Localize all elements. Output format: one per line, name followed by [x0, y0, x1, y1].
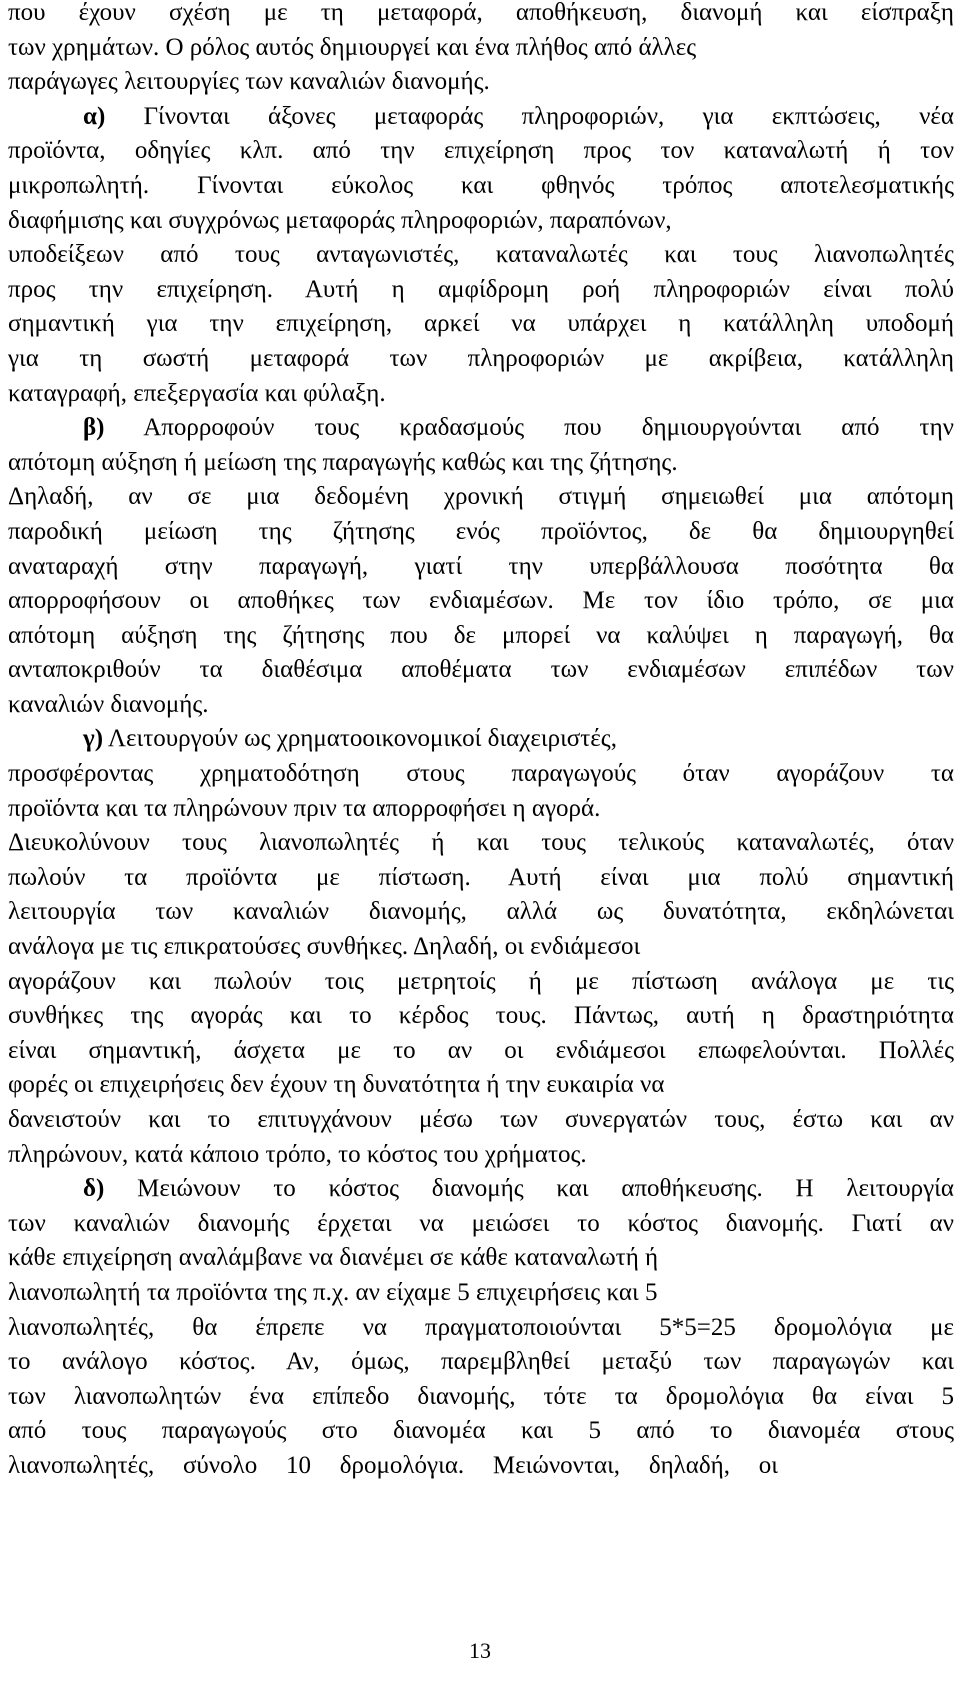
line-text: πληρώνουν, κατά κάποιο τρόπο, το κόστος του χρήματος. — [8, 1140, 587, 1168]
text-line — [8, 757, 954, 792]
text-line — [8, 100, 954, 135]
line-text: προς την επιχείρηση. Αυτή η αμφίδρομη ροή πληροφοριών είναι πολύ — [8, 275, 954, 303]
line-text: παροδική μείωση της ζήτησης ενός προϊόντος, δε θα δημιουργηθεί — [8, 517, 954, 545]
line-text: προσφέροντας χρηματοδότηση στους παραγωγούς όταν αγοράζουν τα — [8, 760, 954, 788]
line-text: λειτουργία των καναλιών διανομής, αλλά ως δυνατότητα, εκδηλώνεται — [8, 898, 954, 926]
text-line — [8, 1172, 954, 1207]
text-line — [8, 1449, 778, 1484]
text-line — [8, 307, 954, 342]
text-line — [8, 653, 954, 688]
text-line — [8, 1068, 954, 1103]
text-line — [8, 1138, 954, 1173]
list-marker: β) — [83, 414, 105, 442]
text-line — [8, 999, 954, 1034]
line-text: από τους παραγωγούς στο διανομέα και 5 από το διανομέα στους — [8, 1417, 954, 1445]
line-text: διαφήμισης και συγχρόνως μεταφοράς πληροφοριών, παραπόνων, — [8, 206, 672, 234]
line-text: προϊόντα, οδηγίες κλπ. από την επιχείρηση προς τον καταναλωτή ή τον — [8, 137, 954, 165]
line-text: καταγραφή, επεξεργασία και φύλαξη. — [8, 379, 386, 407]
list-marker: α) — [83, 102, 106, 130]
text-line — [8, 273, 954, 308]
list-marker: δ) — [83, 1175, 105, 1203]
document-body — [8, 0, 954, 1484]
text-line — [8, 1380, 954, 1415]
text-line — [8, 861, 954, 896]
line-text: των χρημάτων. Ο ρόλος αυτός δημιουργεί και ένα πλήθος από άλλες — [8, 33, 697, 61]
text-line — [8, 515, 954, 550]
line-text: φορές οι επιχειρήσεις δεν έχουν τη δυνατότητα ή την ευκαιρία να — [8, 1071, 665, 1099]
line-text: δανειστούν και το επιτυγχάνουν μέσω των συνεργατών τους, έστω και αν — [8, 1106, 954, 1133]
line-text: ανάλογα με τις επικρατούσες συνθήκες. Δηλαδή, οι ενδιάμεσοι — [8, 933, 641, 961]
line-text: Μειώνουν το κόστος διανομής και αποθήκευσης. Η λειτουργία — [104, 1175, 954, 1203]
line-text: κάθε επιχείρηση αναλάμβανε να διανέμει σε κάθε καταναλωτή ή — [8, 1244, 659, 1272]
text-line — [8, 965, 954, 1000]
line-text: απότομη αύξηση ή μείωση της παραγωγής καθώς και της ζήτησης. — [8, 448, 678, 476]
line-text: που έχουν σχέση με τη μεταφορά, αποθήκευση, διανομή και είσπραξη — [8, 0, 954, 26]
text-line — [8, 1345, 954, 1380]
text-line — [8, 65, 954, 100]
text-line — [8, 446, 954, 481]
line-text: αγοράζουν και πωλούν τοις μετρητοίς ή με πίστωση ανάλογα με τις — [8, 967, 954, 995]
text-line — [8, 1207, 954, 1242]
text-line — [8, 826, 954, 861]
text-line — [8, 1276, 954, 1311]
text-line — [8, 584, 954, 619]
line-text: το ανάλογο κόστος. Αν, όμως, παρεμβληθεί μεταξύ των παραγωγών και — [8, 1348, 954, 1376]
text-line — [8, 238, 954, 273]
text-line — [8, 411, 954, 446]
line-text: καναλιών διανομής. — [8, 690, 209, 718]
line-text: των καναλιών διανομής έρχεται να μειώσει το κόστος διανομής. Γιατί αν — [8, 1209, 954, 1237]
text-line — [8, 204, 954, 239]
text-line — [8, 1241, 954, 1276]
line-text: των λιανοπωλητών ένα επίπεδο διανομής, τότε τα δρομολόγια θα είναι 5 — [8, 1382, 954, 1410]
text-line — [8, 619, 954, 654]
line-text: συνθήκες της αγοράς και το κέρδος τους. Πάντως, αυτή η δραστηριότητα — [8, 1002, 954, 1030]
text-line — [8, 0, 954, 31]
line-text: Διευκολύνουν τους λιανοπωλητές ή και τους τελικούς καταναλωτές, όταν — [8, 829, 954, 857]
list-marker: γ) — [83, 725, 104, 753]
text-line — [8, 1414, 954, 1449]
line-text: παράγωγες λειτουργίες των καναλιών διανομής. — [8, 68, 490, 96]
text-line — [8, 31, 954, 66]
line-text: λιανοπωλητές, θα έπρεπε να πραγματοποιούνται 5*5=25 δρομολόγια με — [8, 1313, 954, 1341]
text-line — [8, 377, 954, 412]
text-line — [8, 1034, 954, 1069]
text-line — [8, 134, 954, 169]
text-line — [8, 550, 954, 585]
text-line — [8, 722, 954, 757]
line-text: ανταποκριθούν τα διαθέσιμα αποθέματα των ενδιαμέσων επιπέδων των — [8, 656, 954, 684]
line-text: μικροπωλητή. Γίνονται εύκολος και φθηνός τρόπος αποτελεσματικής — [8, 171, 954, 199]
line-text: Γίνονται άξονες μεταφοράς πληροφοριών, για εκπτώσεις, νέα — [105, 102, 954, 130]
text-line — [8, 480, 954, 515]
line-text: Λειτουργούν ως χρηματοοικονομικοί διαχειριστές, — [103, 725, 617, 753]
text-line — [8, 895, 954, 930]
text-line — [8, 169, 954, 204]
line-text: αναταραχή στην παραγωγή, γιατί την υπερβάλλουσα ποσότητα θα — [8, 552, 954, 580]
text-line — [8, 342, 954, 377]
line-text: πωλούν τα προϊόντα με πίστωση. Αυτή είναι μια πολύ σημαντική — [8, 863, 954, 891]
line-text: υποδείξεων από τους ανταγωνιστές, καταναλωτές και τους λιανοπωλητές — [8, 241, 954, 269]
line-text: για τη σωστή μεταφορά των πληροφοριών με ακρίβεια, κατάλληλη — [8, 344, 954, 372]
text-line — [8, 930, 954, 965]
text-line — [8, 1311, 954, 1346]
line-text: λιανοπωλητές, σύνολο 10 δρομολόγια. Μειώνονται, δηλαδή, οι — [8, 1451, 778, 1479]
line-text: λιανοπωλητή τα προϊόντα της π.χ. αν είχαμε 5 επιχειρήσεις και 5 — [8, 1278, 658, 1306]
line-text: προϊόντα και τα πληρώνουν πριν τα απορροφήσει η αγορά. — [8, 794, 601, 822]
line-text: σημαντική για την επιχείρηση, αρκεί να υπάρχει η κατάλληλη υποδομή — [8, 310, 954, 338]
line-text: Δηλαδή, αν σε μια δεδομένη χρονική στιγμή σημειωθεί μια απότομη — [8, 483, 954, 511]
text-line — [8, 688, 954, 723]
line-text: Απορροφούν τους κραδασμούς που δημιουργούνται από την — [104, 414, 954, 442]
text-line — [8, 1103, 954, 1138]
page-number: 13 — [469, 1638, 491, 1663]
text-line — [8, 792, 954, 827]
line-text: απορροφήσουν οι αποθήκες των ενδιαμέσων. Με τον ίδιο τρόπο, σε μια — [8, 587, 954, 615]
line-text: είναι σημαντική, άσχετα με το αν οι ενδιάμεσοι επωφελούνται. Πολλές — [8, 1036, 954, 1064]
line-text: απότομη αύξηση της ζήτησης που δε μπορεί να καλύψει η παραγωγή, θα — [8, 621, 954, 649]
